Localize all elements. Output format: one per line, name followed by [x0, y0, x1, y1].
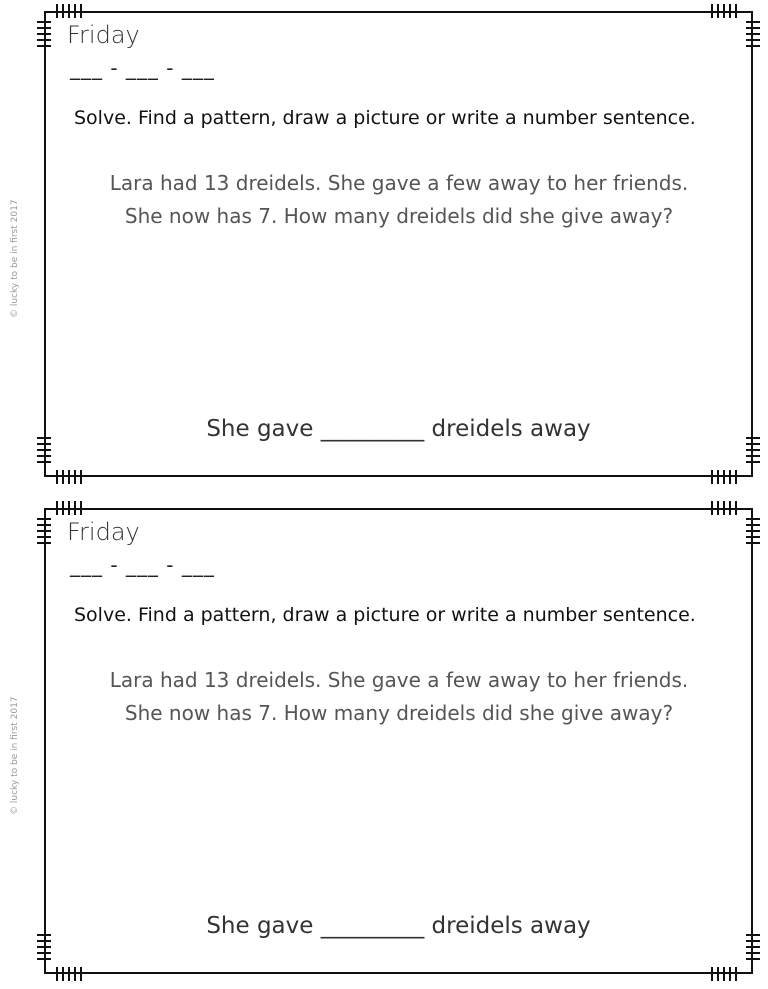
border-tick [746, 443, 760, 445]
border-tick [37, 958, 51, 960]
border-tick [37, 952, 51, 954]
border-tick [717, 470, 719, 484]
border-tick [62, 4, 64, 18]
border-tick [37, 940, 51, 942]
border-tick [735, 501, 737, 515]
border-tick [711, 470, 713, 484]
answer-prefix: She gave [206, 913, 314, 939]
border-tick [723, 470, 725, 484]
border-tick [735, 470, 737, 484]
task-card-1 [44, 11, 753, 477]
border-tick [746, 934, 760, 936]
answer-suffix: dreidels away [431, 913, 591, 939]
border-tick [37, 45, 51, 47]
day-label: Friday [67, 518, 140, 546]
answer-blank[interactable]: _________ [320, 416, 425, 442]
border-tick [74, 4, 76, 18]
answer-suffix: dreidels away [431, 416, 591, 442]
problem-line-2: She now has 7. How many dreidels did she give away? [124, 701, 674, 725]
border-tick [37, 21, 51, 23]
border-tick [746, 33, 760, 35]
border-tick [746, 536, 760, 538]
border-tick [711, 501, 713, 515]
border-tick [68, 967, 70, 981]
border-tick [723, 4, 725, 18]
border-tick [746, 946, 760, 948]
border-tick [37, 437, 51, 439]
task-card-2 [44, 508, 753, 974]
border-tick [746, 21, 760, 23]
border-tick [746, 542, 760, 544]
border-tick [711, 4, 713, 18]
copyright-text-2: © lucky to be in first 2017 [10, 696, 20, 815]
border-tick [56, 501, 58, 515]
border-tick [68, 4, 70, 18]
border-tick [80, 4, 82, 18]
border-tick [74, 470, 76, 484]
border-tick [735, 4, 737, 18]
border-tick [62, 470, 64, 484]
border-tick [746, 39, 760, 41]
border-tick [56, 967, 58, 981]
answer-sentence [44, 913, 753, 939]
border-tick [80, 967, 82, 981]
border-tick [37, 461, 51, 463]
border-tick [56, 4, 58, 18]
instructions: Solve. Find a pattern, draw a picture or write a number sentence. [74, 107, 696, 129]
answer-sentence [44, 416, 753, 442]
border-tick [746, 27, 760, 29]
border-tick [37, 27, 51, 29]
border-tick [37, 518, 51, 520]
border-tick [723, 501, 725, 515]
border-tick [729, 967, 731, 981]
border-tick [74, 501, 76, 515]
border-tick [62, 501, 64, 515]
border-tick [37, 455, 51, 457]
word-problem [54, 664, 744, 730]
problem-line-1: Lara had 13 dreidels. She gave a few away to her friends. [109, 668, 689, 692]
border-tick [74, 967, 76, 981]
border-tick [746, 437, 760, 439]
border-tick [746, 524, 760, 526]
border-tick [711, 967, 713, 981]
border-tick [729, 4, 731, 18]
border-tick [729, 501, 731, 515]
answer-blank[interactable]: _________ [320, 913, 425, 939]
border-tick [729, 470, 731, 484]
border-tick [37, 946, 51, 948]
border-tick [37, 443, 51, 445]
border-tick [746, 530, 760, 532]
border-tick [37, 524, 51, 526]
border-tick [746, 461, 760, 463]
border-tick [56, 470, 58, 484]
border-tick [37, 449, 51, 451]
border-tick [717, 967, 719, 981]
border-tick [37, 934, 51, 936]
instructions: Solve. Find a pattern, draw a picture or write a number sentence. [74, 604, 696, 626]
answer-prefix: She gave [206, 416, 314, 442]
date-blank: ___ - ___ - ___ [70, 56, 215, 80]
border-tick [37, 536, 51, 538]
border-tick [68, 501, 70, 515]
border-tick [746, 449, 760, 451]
border-tick [746, 518, 760, 520]
border-tick [717, 501, 719, 515]
border-tick [80, 470, 82, 484]
border-tick [68, 470, 70, 484]
word-problem [54, 167, 744, 233]
border-tick [80, 501, 82, 515]
card-border [44, 508, 753, 974]
border-tick [62, 967, 64, 981]
border-tick [746, 940, 760, 942]
border-tick [37, 39, 51, 41]
day-label: Friday [67, 21, 140, 49]
border-tick [37, 33, 51, 35]
copyright-text: © lucky to be in first 2017 [10, 199, 20, 318]
border-tick [717, 4, 719, 18]
card-border [44, 11, 753, 477]
border-tick [746, 958, 760, 960]
border-tick [37, 530, 51, 532]
border-tick [746, 455, 760, 457]
border-tick [37, 542, 51, 544]
border-tick [735, 967, 737, 981]
border-tick [746, 952, 760, 954]
problem-line-2: She now has 7. How many dreidels did she give away? [124, 204, 674, 228]
date-blank: ___ - ___ - ___ [70, 553, 215, 577]
problem-line-1: Lara had 13 dreidels. She gave a few away to her friends. [109, 171, 689, 195]
border-tick [723, 967, 725, 981]
border-tick [746, 45, 760, 47]
